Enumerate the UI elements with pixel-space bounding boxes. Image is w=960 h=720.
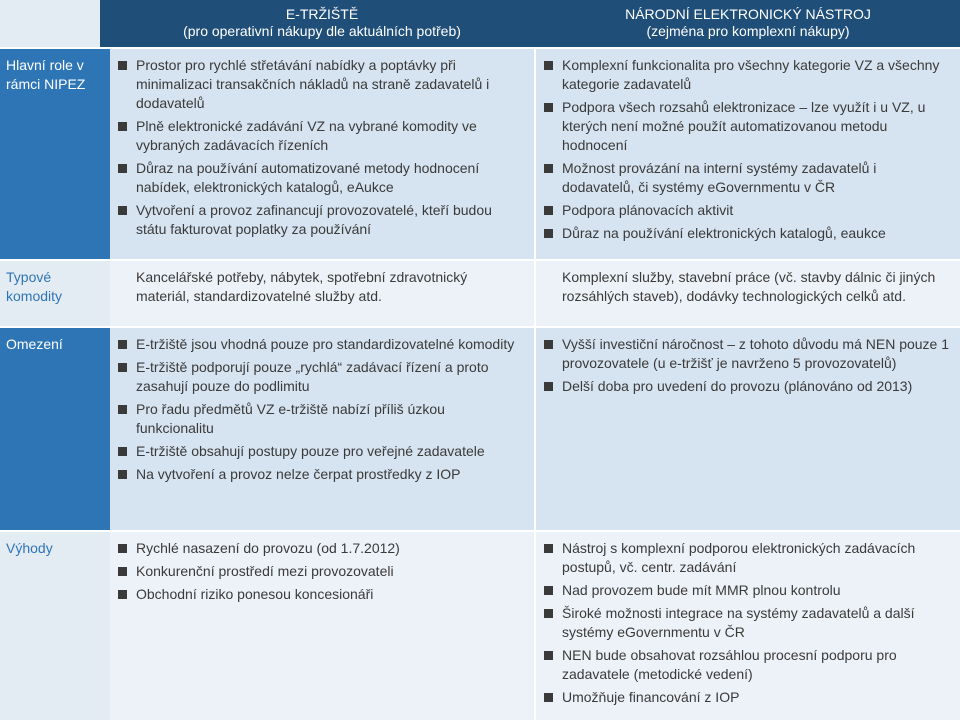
list-item-text: Důraz na používání elektronických katalogů, eaukce	[562, 225, 886, 241]
list-omezeni-nen	[540, 335, 950, 396]
row-label-role: Hlavní role v rámci NIPEZ	[0, 49, 100, 259]
list-item	[540, 604, 950, 642]
list-item-text: NEN bude obsahovat rozsáhlou procesní podporu pro zadavatele (metodické vedení)	[562, 647, 897, 682]
list-item-text: Možnost provázání na interní systémy zadavatelů i dodavatelů, či systémy eGovernmentu v ČR	[562, 160, 877, 195]
list-item	[540, 159, 950, 197]
list-item	[114, 201, 524, 239]
bullet-square-icon	[544, 164, 553, 173]
list-item	[540, 581, 950, 600]
row-gap	[100, 532, 110, 720]
komodity-nen-text: Komplexní služby, stavební práce (vč. stavby dálnic či jiných rozsáhlých staveb), dodávky technologických celků atd.	[562, 269, 936, 304]
row-label-omezeni: Omezení	[0, 328, 100, 530]
bullet-square-icon	[118, 405, 127, 414]
komodity-e-trziste-text: Kancelářské potřeby, nábytek, spotřební zdravotnický materiál, standardizovatelné služby atd.	[136, 269, 468, 304]
cell-vyhody-nen	[536, 532, 960, 720]
bullet-square-icon	[544, 340, 553, 349]
list-item	[114, 400, 524, 438]
bullet-square-icon	[544, 229, 553, 238]
bullet-square-icon	[544, 206, 553, 215]
row-label-komodity: Typové komodity	[0, 261, 100, 326]
header-e-trziste	[110, 0, 534, 47]
list-item-text: Široké možnosti integrace na systémy zadavatelů a další systémy eGovernmentu v ČR	[562, 605, 915, 640]
list-item-text: Konkurenční prostředí mezi provozovateli	[136, 563, 394, 579]
row-gap	[100, 261, 110, 326]
bullet-square-icon	[544, 586, 553, 595]
cell-komodity-nen	[536, 261, 960, 326]
bullet-square-icon	[544, 693, 553, 702]
bullet-square-icon	[544, 544, 553, 553]
list-item	[540, 335, 950, 373]
header-e-trziste-subtitle: (pro operativní nákupy dle aktuálních potřeb)	[183, 23, 461, 39]
bullet-square-icon	[544, 61, 553, 70]
bullet-square-icon	[118, 363, 127, 372]
list-item	[114, 117, 524, 155]
list-item	[540, 688, 950, 707]
list-item	[540, 377, 950, 396]
bullet-square-icon	[544, 382, 553, 391]
bullet-square-icon	[118, 164, 127, 173]
list-item	[114, 585, 524, 604]
list-item-text: Rychlé nasazení do provozu (od 1.7.2012)	[136, 540, 400, 556]
bullet-square-icon	[118, 567, 127, 576]
header-nen-title: NÁRODNÍ ELEKTRONICKÝ NÁSTROJ	[625, 6, 871, 22]
bullet-square-icon	[118, 122, 127, 131]
header-nen-subtitle: (zejména pro komplexní nákupy)	[646, 23, 850, 39]
list-item	[540, 224, 950, 243]
row-label-vyhody: Výhody	[0, 532, 100, 720]
list-role-nen	[540, 56, 950, 243]
header-nen	[536, 0, 960, 47]
cell-role-nen	[536, 49, 960, 259]
list-omezeni-e-trziste	[114, 335, 524, 484]
list-item-text: Vyšší investiční náročnost – z tohoto důvodu má NEN pouze 1 provozovatele (u e-tržišť je navrženo 5 provozovatelů)	[562, 336, 950, 371]
list-item	[114, 56, 524, 113]
bullet-square-icon	[544, 103, 553, 112]
list-item-text: Obchodní riziko ponesou koncesionáři	[136, 586, 374, 602]
cell-vyhody-e-trziste	[110, 532, 534, 720]
row-gap	[100, 328, 110, 530]
list-item	[540, 201, 950, 220]
bullet-square-icon	[118, 340, 127, 349]
list-item	[540, 56, 950, 94]
list-item-text: E-tržiště podporují pouze „rychlá“ zadávací řízení a proto zasahují pouze do podlimitu	[136, 359, 489, 394]
bullet-square-icon	[118, 206, 127, 215]
list-item	[114, 335, 524, 354]
cell-omezeni-e-trziste	[110, 328, 534, 530]
list-item-text: Nad provozem bude mít MMR plnou kontrolu	[562, 582, 841, 598]
list-item-text: Podpora všech rozsahů elektronizace – lze využít i u VZ, u kterých není možné použít automatizovanou metodu hodnocení	[562, 99, 926, 153]
list-vyhody-e-trziste	[114, 539, 524, 604]
list-item-text: Podpora plánovacích aktivit	[562, 202, 734, 218]
list-item-text: Nástroj s komplexní podporou elektronických zadávacích postupů, vč. centr. zadávání	[562, 540, 916, 575]
list-item-text: Důraz na používání automatizované metody hodnocení nabídek, elektronických katalogů, eAukce	[136, 160, 480, 195]
list-item-text: Plně elektronické zadávání VZ na vybrané komodity ve vybraných zadávacích řízeních	[136, 118, 477, 153]
bullet-square-icon	[544, 651, 553, 660]
list-item	[114, 159, 524, 197]
bullet-square-icon	[544, 609, 553, 618]
list-item-text: Vytvoření a provoz zafinancují provozovatelé, kteří budou státu fakturovat poplatky za používání	[136, 202, 492, 237]
bullet-square-icon	[118, 590, 127, 599]
bullet-square-icon	[118, 544, 127, 553]
list-item	[540, 646, 950, 684]
header-corner	[0, 0, 100, 47]
list-item-text: Na vytvoření a provoz nelze čerpat prostředky z IOP	[136, 466, 461, 482]
list-item	[114, 358, 524, 396]
list-item-text: Prostor pro rychlé střetávání nabídky a poptávky při minimalizaci transakčních nákladů na straně zadavatelů i dodavatelů	[136, 57, 490, 111]
list-item	[114, 465, 524, 484]
list-vyhody-nen	[540, 539, 950, 707]
bullet-square-icon	[118, 470, 127, 479]
cell-role-e-trziste	[110, 49, 534, 259]
list-item-text: Komplexní funkcionalita pro všechny kategorie VZ a všechny kategorie zadavatelů	[562, 57, 940, 92]
list-item-text: E-tržiště jsou vhodná pouze pro standardizovatelné komodity	[136, 336, 515, 352]
list-item	[540, 98, 950, 155]
list-item	[114, 562, 524, 581]
list-role-e-trziste	[114, 56, 524, 239]
cell-omezeni-nen	[536, 328, 960, 530]
cell-komodity-e-trziste	[110, 261, 534, 326]
bullet-square-icon	[118, 447, 127, 456]
list-item	[114, 539, 524, 558]
header-e-trziste-title: E-TRŽIŠTĚ	[285, 6, 359, 22]
list-item-text: Delší doba pro uvedení do provozu (plánováno od 2013)	[562, 378, 913, 394]
list-item-text: E-tržiště obsahují postupy pouze pro veřejné zadavatele	[136, 443, 485, 459]
bullet-square-icon	[118, 61, 127, 70]
list-item-text: Umožňuje financování z IOP	[562, 689, 740, 705]
list-item	[114, 442, 524, 461]
list-item	[540, 539, 950, 577]
header-gap	[100, 0, 110, 47]
list-item-text: Pro řadu předmětů VZ e-tržiště nabízí příliš úzkou funkcionalitu	[136, 401, 445, 436]
row-gap	[100, 49, 110, 259]
